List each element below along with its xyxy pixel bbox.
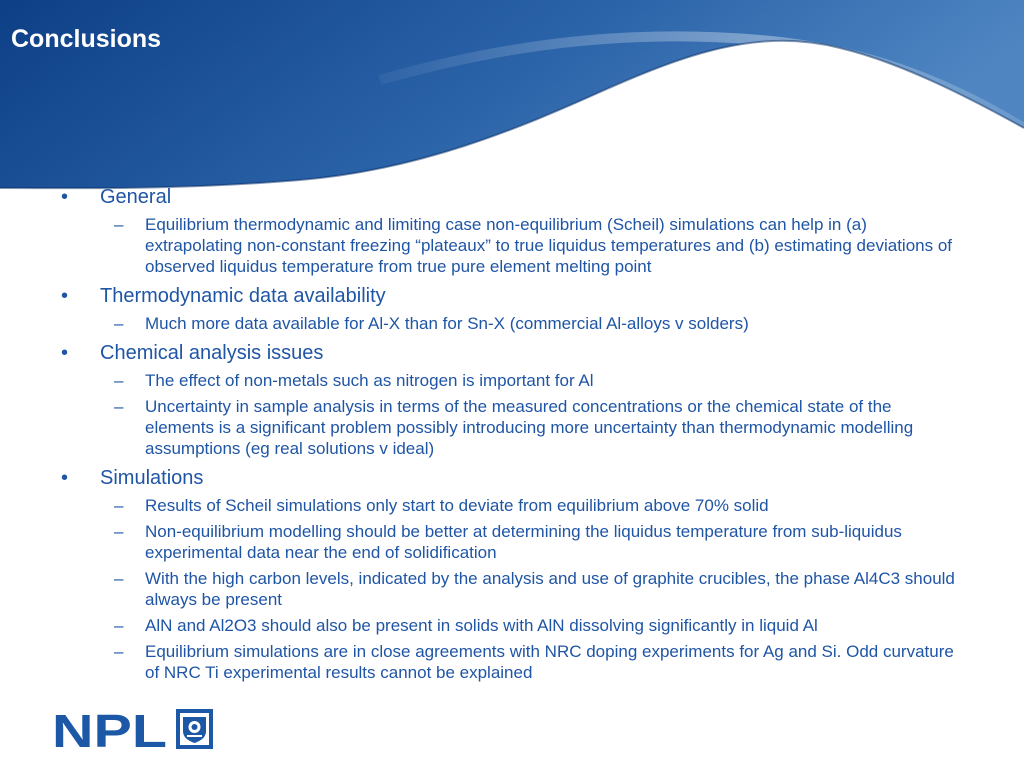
section-chemical-analysis <box>0 340 1024 459</box>
sub-list <box>100 214 1024 277</box>
dash-marker: – <box>114 522 124 541</box>
dash-marker: – <box>114 397 124 416</box>
sub-item-text: Much more data available for Al-X than for Sn-X (commercial Al-alloys v solders) <box>145 314 749 333</box>
dash-marker: – <box>114 642 124 661</box>
sub-item-text: AlN and Al2O3 should also be present in solids with AlN dissolving significantly in liquid Al <box>145 616 818 635</box>
bullet-marker: • <box>61 285 69 307</box>
npl-logo <box>52 707 217 752</box>
sub-item-text: Equilibrium thermodynamic and limiting case non-equilibrium (Scheil) simulations can help in (a) extrapolating non-constant freezing “plateaux” to true liquidus temperatures and (b) estimating deviations of observed liquidus temperature from true pure element melting point <box>145 215 953 276</box>
sub-item <box>100 615 960 636</box>
npl-crest-icon <box>176 709 213 749</box>
dash-marker: – <box>114 496 124 515</box>
sub-item <box>100 641 960 683</box>
logo-text: NPL <box>52 707 167 752</box>
bullet-list <box>0 184 1024 683</box>
sub-item <box>100 313 960 334</box>
section-heading: Simulations <box>100 467 204 489</box>
sub-item <box>100 396 960 459</box>
bullet-marker: • <box>61 342 69 364</box>
dash-marker: – <box>114 371 124 390</box>
sub-item <box>100 521 960 563</box>
slide-body <box>0 184 1024 689</box>
section-heading: Chemical analysis issues <box>100 342 324 364</box>
sub-item-text: The effect of non-metals such as nitrogen is important for Al <box>145 371 594 390</box>
sub-item <box>100 568 960 610</box>
sub-item <box>100 495 960 516</box>
section-simulations <box>0 465 1024 683</box>
dash-marker: – <box>114 314 124 333</box>
section-thermodynamic-data <box>0 283 1024 334</box>
slide-title: Conclusions <box>11 25 162 53</box>
sub-list <box>100 370 1024 459</box>
sub-item-text: Non-equilibrium modelling should be better at determining the liquidus temperature from sub-liquidus experimental data near the end of solidification <box>145 522 902 562</box>
bullet-marker: • <box>61 186 69 208</box>
section-heading: General <box>100 186 172 208</box>
sub-item-text: Equilibrium simulations are in close agreements with NRC doping experiments for Ag and Si. Odd curvature of NRC Ti experimental results cannot be explained <box>145 642 954 682</box>
sub-item <box>100 214 960 277</box>
sub-list <box>100 313 1024 334</box>
dash-marker: – <box>114 569 124 588</box>
section-general <box>0 184 1024 277</box>
sub-item-text: With the high carbon levels, indicated by the analysis and use of graphite crucibles, the phase Al4C3 should always be present <box>145 569 955 609</box>
bullet-marker: • <box>61 467 69 489</box>
sub-item <box>100 370 960 391</box>
sub-item-text: Uncertainty in sample analysis in terms of the measured concentrations or the chemical state of the elements is a significant problem possibly introducing more uncertainty than thermodynamic modelling assumptions (eg real solutions v ideal) <box>145 397 914 458</box>
sub-item-text: Results of Scheil simulations only start to deviate from equilibrium above 70% solid <box>145 496 769 515</box>
section-heading: Thermodynamic data availability <box>100 285 386 307</box>
dash-marker: – <box>114 215 124 234</box>
sub-list <box>100 495 1024 683</box>
dash-marker: – <box>114 616 124 635</box>
